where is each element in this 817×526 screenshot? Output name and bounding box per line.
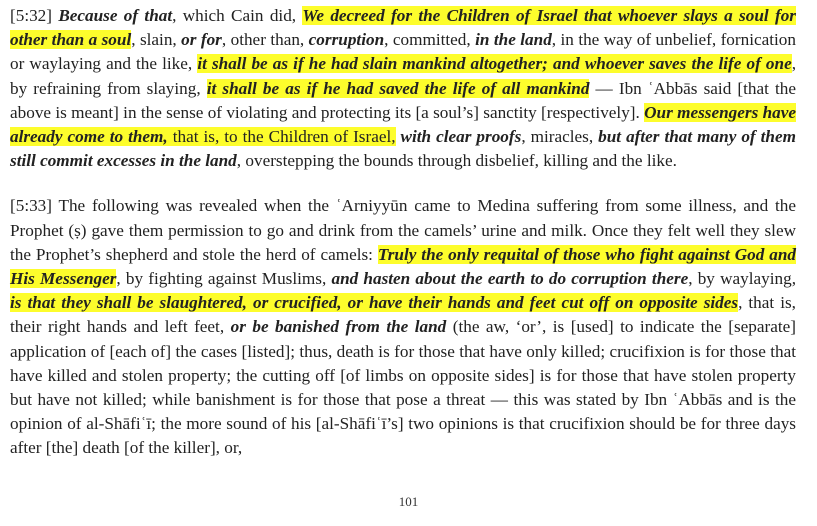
text-segment: [5:33] The following was revealed when the ʿArniyyūn came to Medina suffering from some illness, and the Prophet (ṣ) gave them permission to go and drink from the camels’ urine and milk. Once they felt well they slew the Prophet’s shepherd and stole the herd of camels: xyxy=(10,196,796,264)
text-segment: [5:32] xyxy=(10,6,59,25)
text-segment: — Ibn ʿAbbās said [that the above is meant] in the sense of violating and protecting its [a soul’s] sanctity [respectively]. xyxy=(10,78,797,122)
text-segment: , slain, xyxy=(131,30,182,50)
text-segment: (the aw, ‘or’, is [used] to indicate the [separate] application of [each of] the cases [listed]; thus, death is for those that have only killed; crucifixion is for those that have killed and stolen property; the cutting off [of limbs on opposite sides] is for those that have stolen property but have not killed; while banishment is for those that pose a threat — this was stated by Ibn ʿAbbās and is the opinion of al-Shāfiʿī; the more sound of his [al-Shāfiʿī’s] two opinions is that crucifixion should be for three days after [the] death [of the killer], or, xyxy=(10,317,796,458)
quran-verse-text: or be banished from the land xyxy=(230,317,447,337)
text-segment: , committed, xyxy=(384,30,476,50)
highlighted-text-segment: is that they shall be slaughtered, or crucified, or have their hands and feet cut off on opposite sides xyxy=(10,293,739,313)
quran-verse-text: with clear proofs xyxy=(400,127,522,147)
quran-verse-text: in the land xyxy=(475,30,552,50)
highlighted-text-segment: Our messengers have already come to them, xyxy=(10,102,797,147)
quran-verse-text: or for xyxy=(181,30,222,50)
text-segment: , other than, xyxy=(221,30,309,50)
paragraph-5-32 xyxy=(10,4,796,173)
text-segment: , which Cain did, xyxy=(172,6,303,25)
quran-verse-text: Because of that xyxy=(58,6,173,25)
text-segment: , miracles, xyxy=(521,127,599,147)
quran-verse-text: corruption xyxy=(308,30,385,50)
highlighted-text-segment: that is, to the Children of Israel, xyxy=(167,127,396,147)
text-segment: , overstepping the bounds through disbelief, killing and the like. xyxy=(236,151,677,171)
quran-verse-text: and hasten about the earth to do corruption there xyxy=(331,269,689,289)
text-segment: , in the way of unbelief, fornication or waylaying and the like, xyxy=(10,30,796,74)
highlighted-text-segment: Truly the only requital of those who fight against God and His Messenger xyxy=(10,244,796,289)
page-number: 101 xyxy=(398,494,419,509)
document-page xyxy=(10,4,796,461)
text-segment: , that is, their right hands and left feet, xyxy=(10,293,796,337)
highlighted-text-segment: We decreed for the Children of Israel that whoever slays a soul for other than a soul xyxy=(10,6,796,50)
text-segment: , by fighting against Muslims, xyxy=(116,269,332,289)
text-segment: , by waylaying, xyxy=(688,269,796,289)
text-segment: , by refraining from slaying, xyxy=(10,54,797,98)
highlighted-text-segment: it shall be as if he had slain mankind altogether; and whoever saves the life of one xyxy=(197,54,792,74)
quran-verse-text: but after that many of them still commit excesses in the land xyxy=(10,127,796,171)
paragraph-5-33 xyxy=(10,194,796,460)
highlighted-text-segment: it shall be as if he had saved the life of all mankind xyxy=(206,78,590,98)
